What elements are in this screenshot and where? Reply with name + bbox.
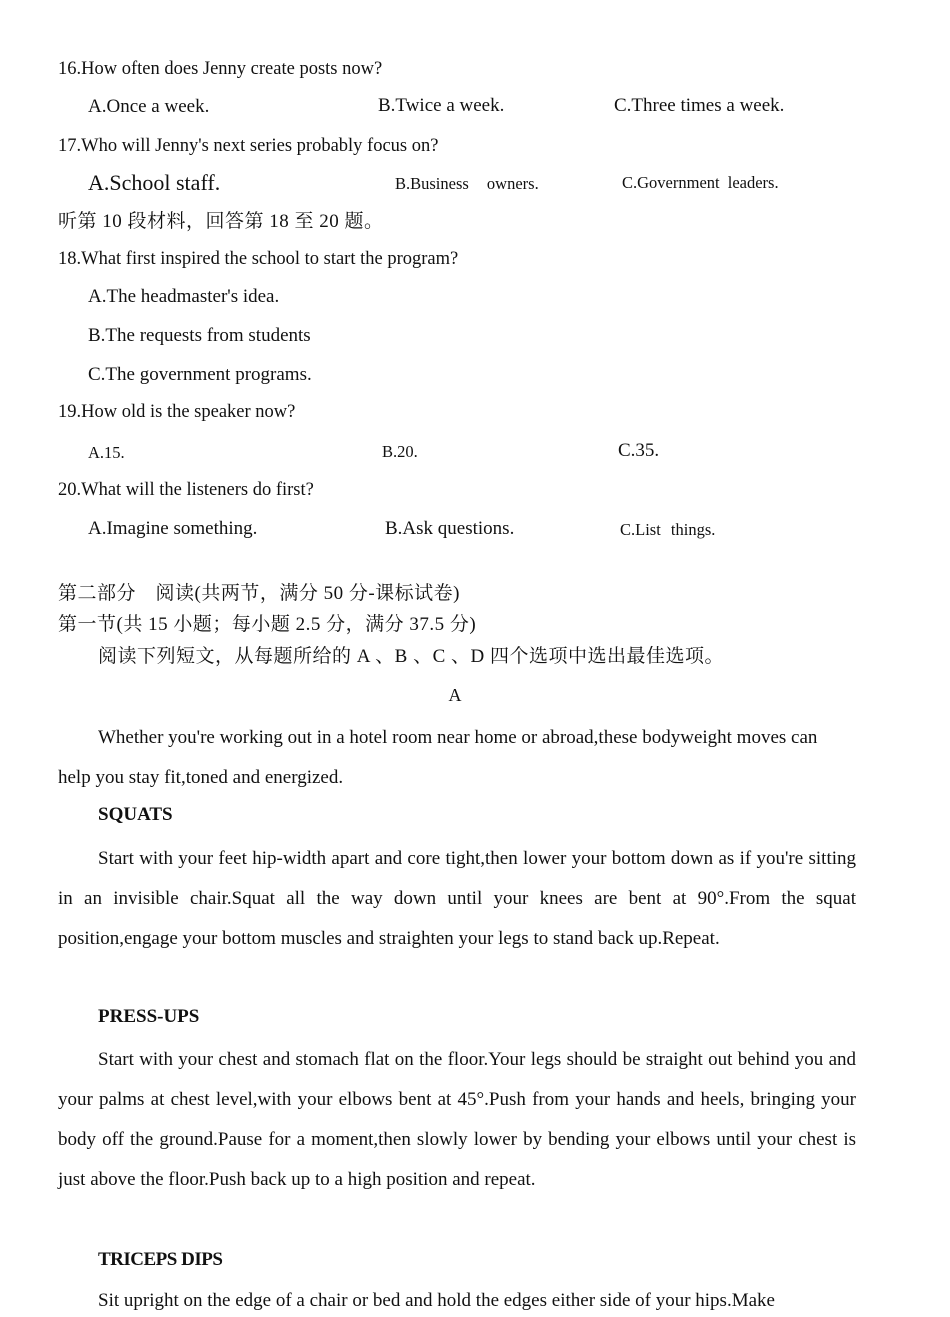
- question-17-option-a: A.School staff.: [88, 170, 221, 195]
- triceps-dips-heading: TRICEPS DIPS: [98, 1249, 223, 1270]
- question-17-option-b: B.Business owners.: [395, 174, 539, 193]
- squats-heading: SQUATS: [98, 804, 173, 825]
- question-19-stem: 19.How old is the speaker now?: [58, 402, 296, 422]
- question-18-option-c: C.The government programs.: [88, 364, 312, 385]
- squats-paragraph: Start with your feet hip-width apart and core tight,then lower your bottom down as if you're sitting in an invisible chair.Squat all the way down until your knees are bent at 90°.From the squat position,engage your bottom muscles and straighten your legs to stand back up.Repeat.: [58, 848, 856, 949]
- question-20-option-c: C.List things.: [620, 520, 716, 539]
- triceps-dips-paragraph: Sit upright on the edge of a chair or bed and hold the edges either side of your hips.Make: [98, 1290, 775, 1311]
- reading-instruction: 阅读下列短文，从每题所给的 A 、B 、C 、D 四个选项中选出最佳选项。: [98, 646, 724, 667]
- question-20-stem: 20.What will the listeners do first?: [58, 480, 314, 500]
- passage-intro: Whether you're working out in a hotel room near home or abroad,these bodyweight moves can help you stay fit,toned and energized.: [58, 727, 818, 788]
- passage-label: A: [448, 685, 462, 705]
- question-19-option-b: B.20.: [382, 442, 418, 461]
- question-18-option-a: A.The headmaster's idea.: [88, 286, 280, 307]
- question-16-option-a: A.Once a week.: [88, 96, 210, 117]
- question-20-option-a: A.Imagine something.: [88, 518, 258, 539]
- question-16-stem: 16.How often does Jenny create posts now?: [58, 59, 383, 79]
- press-ups-paragraph: Start with your chest and stomach flat on the floor.Your legs should be straight out behind you and your palms at chest level,with your elbows bent at 45°.Push from your hands and heels, bringing your body off the ground.Pause for a moment,then slowly lower by bending your elbows until your chest is just above the floor.Push back up to a high position and repeat.: [58, 1049, 856, 1190]
- question-20-option-b: B.Ask questions.: [385, 518, 515, 539]
- question-19-option-c: C.35.: [618, 440, 660, 461]
- question-16-option-b: B.Twice a week.: [378, 95, 505, 116]
- part-2-title: 第二部分 阅读(共两节，满分 50 分-课标试卷): [58, 583, 460, 604]
- section-10-instruction: 听第 10 段材料，回答第 18 至 20 题。: [58, 211, 384, 232]
- question-19-option-a: A.15.: [88, 443, 125, 462]
- question-16-option-c: C.Three times a week.: [614, 95, 785, 116]
- question-17-option-c: C.Government leaders.: [622, 173, 779, 192]
- question-18-stem: 18.What first inspired the school to start the program?: [58, 249, 459, 269]
- press-ups-heading: PRESS-UPS: [98, 1006, 200, 1027]
- question-18-option-b: B.The requests from students: [88, 325, 311, 346]
- question-17-stem: 17.Who will Jenny's next series probably focus on?: [58, 136, 439, 156]
- section-1-title: 第一节(共 15 小题；每小题 2.5 分，满分 37.5 分): [58, 614, 477, 635]
